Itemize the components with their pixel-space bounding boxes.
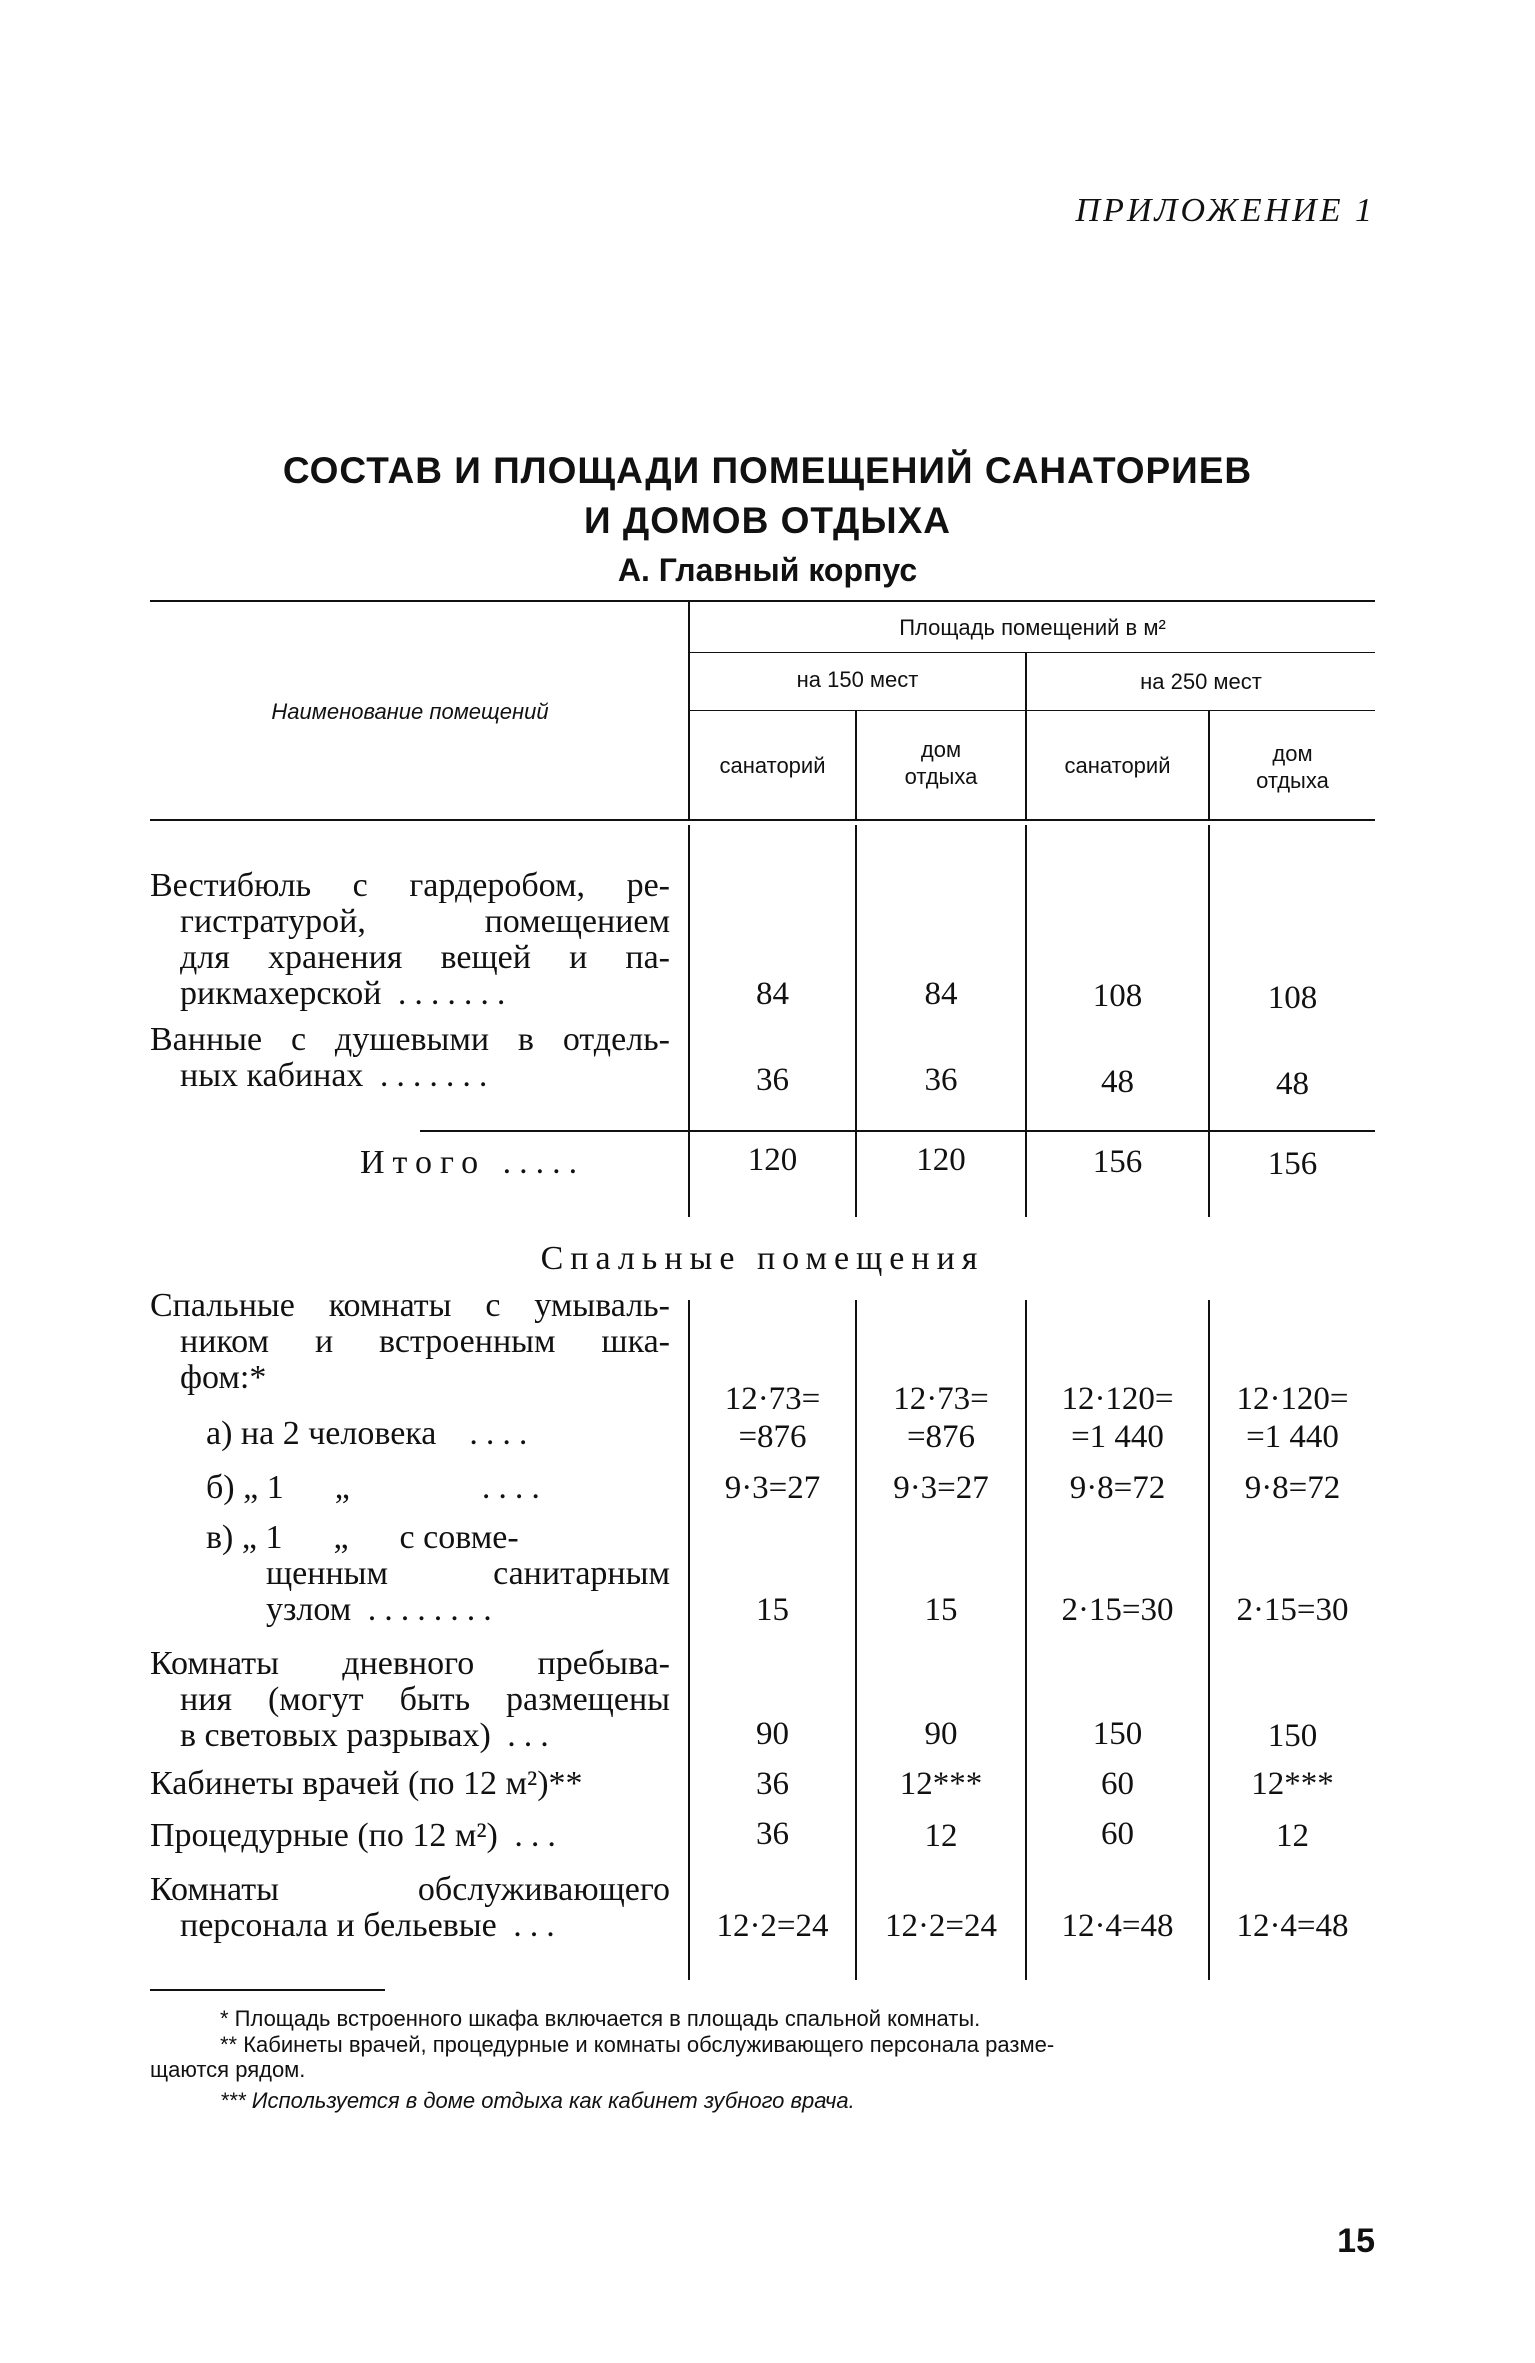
header-sanatorium-150: санаторий [719,753,826,778]
table-cell: 36 [756,1816,789,1852]
table-cell: 15 [924,1592,958,1628]
header-resthome-line2: отдыха [1256,768,1329,793]
header-resthome-150 [857,736,1025,790]
total-cell: 156 [1092,1144,1143,1180]
table-cell: 84 [924,976,958,1012]
table-cell: 36 [756,1062,789,1098]
header-resthome-line1: дом [1272,741,1313,766]
subtitle: А. Главный корпус [617,552,918,588]
header-name-col: Наименование помещений [271,699,549,724]
table-cell: 150 [1092,1716,1143,1752]
header-bottom-rule [150,819,1375,821]
row-label [150,1818,670,1854]
row-label-line: ником и встроенным шка- [180,1323,670,1360]
total-cell: 156 [1267,1146,1318,1182]
footnote-2-line1: ** Кабинеты врачей, процедурные и комнаты обслуживающего персонала разме- [220,2032,1055,2057]
row-label-line: рикмахерской ....... [180,975,514,1012]
table-cell: 90 [756,1716,789,1752]
row-label-line: узлом ........ [266,1591,500,1628]
row-label-line: Ванные с душевыми в отдель- [150,1021,670,1058]
table-cell: 36 [756,1766,789,1802]
table-cell: 9·3=27 [893,1470,989,1506]
row-label-line: гистратурой, помещением [180,903,670,940]
table-top-rule [150,600,1375,602]
row-label [150,1646,670,1754]
row-label [150,1470,670,1506]
table-cell: 2·15=30 [1061,1592,1174,1628]
row-label-line: б) „ 1 „ .... [206,1469,548,1506]
header-resthome-250 [1210,740,1375,794]
table-cell: 9·8=72 [1069,1470,1166,1506]
row-label-line: Процедурные (по 12 м²) ... [150,1817,564,1854]
row-label [150,1872,670,1944]
section-title: Спальные помещения [540,1240,985,1277]
table-cell: 48 [1276,1066,1309,1102]
row-label-line: Кабинеты врачей (по 12 м²)** [150,1765,583,1802]
footnote-2-line2: щаются рядом. [150,2057,306,2082]
footnote-3: *** Используется в доме отдыха как кабинет зубного врача. [220,2088,855,2113]
page-number: 15 [1337,2222,1375,2260]
row-label-line: Вестибюль с гардеробом, ре- [150,867,670,904]
table-cell: 90 [924,1716,958,1752]
header-150: на 150 мест [796,667,919,692]
header-sanatorium-250: санаторий [1064,753,1171,778]
row-label-line: в световых разрывах) ... [180,1717,557,1754]
rooms-table [150,600,1375,1980]
footnote-1: * Площадь встроенного шкафа включается в площадь спальной комнаты. [220,2006,981,2031]
table-cell: 2·15=30 [1236,1592,1349,1628]
table-cell: 36 [924,1062,958,1098]
row-label [150,1022,670,1094]
footnote-rule [150,1989,385,1991]
header-rule-2 [690,710,1375,711]
header-area: Площадь помещений в м² [899,615,1166,640]
table-cell: 60 [1101,1766,1134,1802]
header-resthome-line2: отдыха [904,764,978,789]
page-title [0,446,1535,546]
row-label [150,1520,670,1628]
row-label-line: персонала и бельевые ... [180,1907,563,1944]
row-label-line: Комнаты дневного пребыва- [150,1645,670,1682]
row-label-line: для хранения вещей и па- [180,939,670,976]
table-cell: 9·8=72 [1244,1470,1341,1506]
row-label-line: в) „ 1 „ с совме- [206,1519,519,1556]
table-cell: 12·2=24 [884,1908,998,1944]
table-cell: 48 [1101,1064,1134,1100]
header-250: на 250 мест [1140,669,1262,694]
row-label [150,1416,670,1452]
header-resthome-line1: дом [920,737,962,762]
table-cell: 15 [756,1592,789,1628]
header-rule-1 [690,652,1375,653]
footnote-2 [150,2032,1375,2082]
appendix-label: ПРИЛОЖЕНИЕ 1 [1075,192,1375,229]
table-cell: 60 [1101,1816,1134,1852]
table-cell: 12·120= =1 440 [1236,1381,1349,1455]
total-cell: 120 [747,1142,798,1178]
table-cell: 12 [1276,1818,1309,1854]
total-cell: 120 [916,1142,966,1178]
row-label-line: ных кабинах ....... [180,1057,496,1094]
table-cell: 12*** [1251,1766,1334,1802]
row-label-line: Спальные комнаты с умываль- [150,1287,670,1324]
row-label-line: фом:* [180,1359,267,1396]
row-label-line: Комнаты обслуживающего [150,1871,670,1908]
row-label [150,1766,670,1802]
table-cell: 12·4=48 [1061,1908,1174,1944]
table-cell: 12·4=48 [1236,1908,1349,1944]
table-cell: 12·73= =876 [893,1381,989,1455]
table-cell: 108 [1267,980,1318,1016]
table-cell: 9·3=27 [724,1470,821,1506]
row-label-line: щенным санитарным [266,1555,670,1592]
title-line-1: СОСТАВ И ПЛОЩАДИ ПОМЕЩЕНИЙ САНАТОРИЕВ [282,450,1253,491]
row-label [150,1288,670,1396]
title-line-2: И ДОМОВ ОТДЫХА [583,500,952,541]
table-cell: 12·73= =876 [724,1381,821,1455]
row-label-line: ния (могут быть размещены [180,1681,670,1718]
total-label: Итого ..... [360,1144,586,1181]
row-label-line: а) на 2 человека .... [206,1415,536,1452]
row-label [150,868,670,1012]
table-cell: 12·120= =1 440 [1061,1381,1174,1455]
table-cell: 12 [924,1818,958,1854]
table-cell: 150 [1267,1718,1318,1754]
table-cell: 108 [1092,978,1143,1014]
table-cell: 84 [756,976,789,1012]
table-cell: 12*** [899,1766,983,1802]
table-cell: 12·2=24 [716,1908,829,1944]
total-rule [420,1130,1375,1132]
